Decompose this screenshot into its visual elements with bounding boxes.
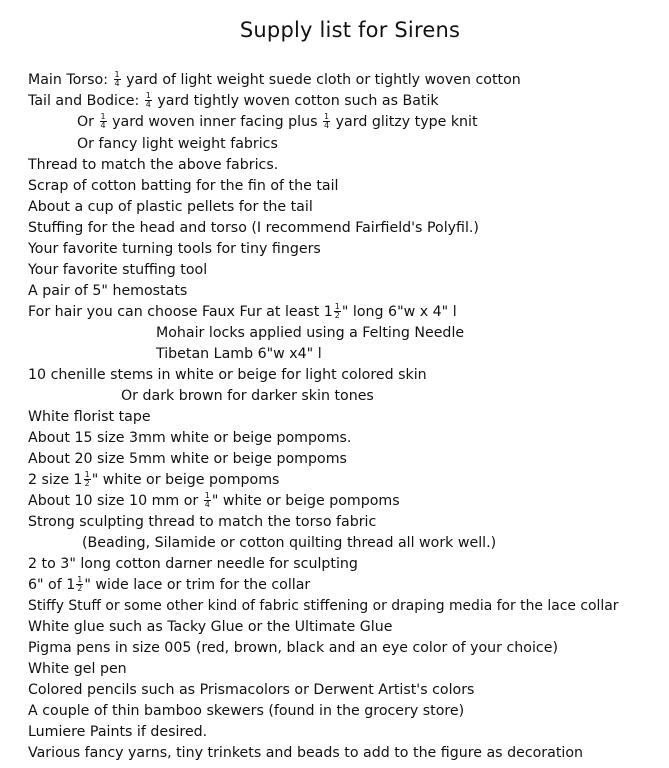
fraction-half: [84, 471, 91, 488]
list-line: About 15 size 3mm white or beige pompoms.: [28, 430, 352, 446]
list-line: Scrap of cotton batting for the fin of the tail: [28, 178, 339, 194]
list-line: Strong sculpting thread to match the torso fabric: [28, 514, 377, 530]
page-title: Supply list for Sirens: [239, 18, 461, 42]
list-line: White gel pen: [28, 661, 127, 677]
pompoms-half-text-end: " white or beige pompoms: [91, 472, 280, 488]
hair-text: For hair you can choose Faux Fur at least 1: [28, 304, 333, 320]
fraction-denominator: 2: [84, 478, 90, 488]
list-line-lace: [28, 576, 310, 594]
lace-text: 6" of 1: [28, 577, 76, 593]
fraction-half: [76, 576, 83, 593]
fraction-quarter: [145, 92, 152, 109]
list-line: Pigma pens in size 005 (red, brown, black and an eye color of your choice): [28, 640, 558, 656]
list-line: Colored pencils such as Prismacolors or Derwent Artist's colors: [28, 682, 475, 698]
list-line: 10 chenille stems in white or beige for light colored skin: [28, 367, 427, 383]
list-line: Your favorite turning tools for tiny fingers: [28, 241, 321, 257]
hair-text-end: " long 6"w x 4" l: [341, 304, 457, 320]
list-line-tail-bodice: [28, 92, 439, 110]
pompoms-half-text: 2 size 1: [28, 472, 83, 488]
fraction-numerator: 1: [145, 90, 151, 100]
list-line-main-torso: [28, 71, 521, 89]
list-line-hair: [28, 303, 457, 321]
fraction-denominator: 2: [77, 583, 83, 593]
fraction-denominator: 4: [100, 120, 106, 130]
fraction-denominator: 4: [145, 99, 151, 109]
list-line: Or dark brown for darker skin tones: [121, 388, 374, 404]
fraction-numerator: 1: [77, 574, 83, 584]
list-line: Stuffing for the head and torso (I recommend Fairfield's Polyfil.): [28, 220, 479, 236]
list-line: Or fancy light weight fabrics: [77, 136, 278, 152]
list-line: Stiffy Stuff or some other kind of fabric stiffening or draping media for the lace collar: [28, 598, 619, 614]
fraction-numerator: 1: [334, 301, 340, 311]
fraction-numerator: 1: [324, 111, 330, 121]
main-torso-text: yard of light weight suede cloth or tightly woven cotton: [126, 72, 521, 88]
fraction-numerator: 1: [100, 111, 106, 121]
list-line: A pair of 5" hemostats: [28, 283, 188, 299]
fraction-quarter: [323, 113, 330, 130]
list-line-pompoms-quarter: [28, 492, 400, 510]
fraction-numerator: 1: [84, 469, 90, 479]
list-line: (Beading, Silamide or cotton quilting thread all work well.): [82, 535, 497, 551]
pompoms-quarter-text: About 10 size 10 mm or: [28, 493, 199, 509]
fraction-half: [334, 303, 341, 320]
fraction-denominator: 4: [204, 499, 210, 509]
fraction-quarter: [114, 71, 121, 88]
main-torso-label: Main Torso:: [28, 72, 108, 88]
list-line: About 20 size 5mm white or beige pompoms: [28, 451, 347, 467]
list-line: Thread to match the above fabrics.: [28, 157, 279, 173]
fraction-denominator: 2: [334, 310, 340, 320]
pompoms-quarter-text-end: " white or beige pompoms: [211, 493, 400, 509]
fraction-numerator: 1: [204, 490, 210, 500]
glitzy-knit-text: yard glitzy type knit: [335, 114, 478, 130]
list-line: A couple of thin bamboo skewers (found in the grocery store): [28, 703, 465, 719]
list-line-pompoms-half: [28, 471, 279, 489]
list-line: White glue such as Tacky Glue or the Ultimate Glue: [28, 619, 393, 635]
list-line: Various fancy yarns, tiny trinkets and beads to add to the figure as decoration: [28, 745, 584, 761]
list-line: White florist tape: [28, 409, 151, 425]
list-line: Tibetan Lamb 6"w x4" l: [156, 346, 322, 362]
list-line: Mohair locks applied using a Felting Needle: [156, 325, 465, 341]
inner-facing-or: Or: [77, 114, 95, 130]
fraction-quarter: [204, 492, 211, 509]
list-line: 2 to 3" long cotton darner needle for sculpting: [28, 556, 358, 572]
list-line: Your favorite stuffing tool: [28, 262, 208, 278]
fraction-denominator: 4: [114, 78, 120, 88]
fraction-numerator: 1: [114, 69, 120, 79]
fraction-denominator: 4: [324, 120, 330, 130]
inner-facing-text: yard woven inner facing plus: [112, 114, 318, 130]
list-line-inner-facing: [77, 113, 478, 131]
tail-bodice-text: yard tightly woven cotton such as Batik: [157, 93, 439, 109]
list-line: About a cup of plastic pellets for the tail: [28, 199, 313, 215]
list-line: Lumiere Paints if desired.: [28, 724, 208, 740]
tail-bodice-label: Tail and Bodice:: [28, 93, 140, 109]
fraction-quarter: [100, 113, 107, 130]
lace-text-end: " wide lace or trim for the collar: [84, 577, 311, 593]
